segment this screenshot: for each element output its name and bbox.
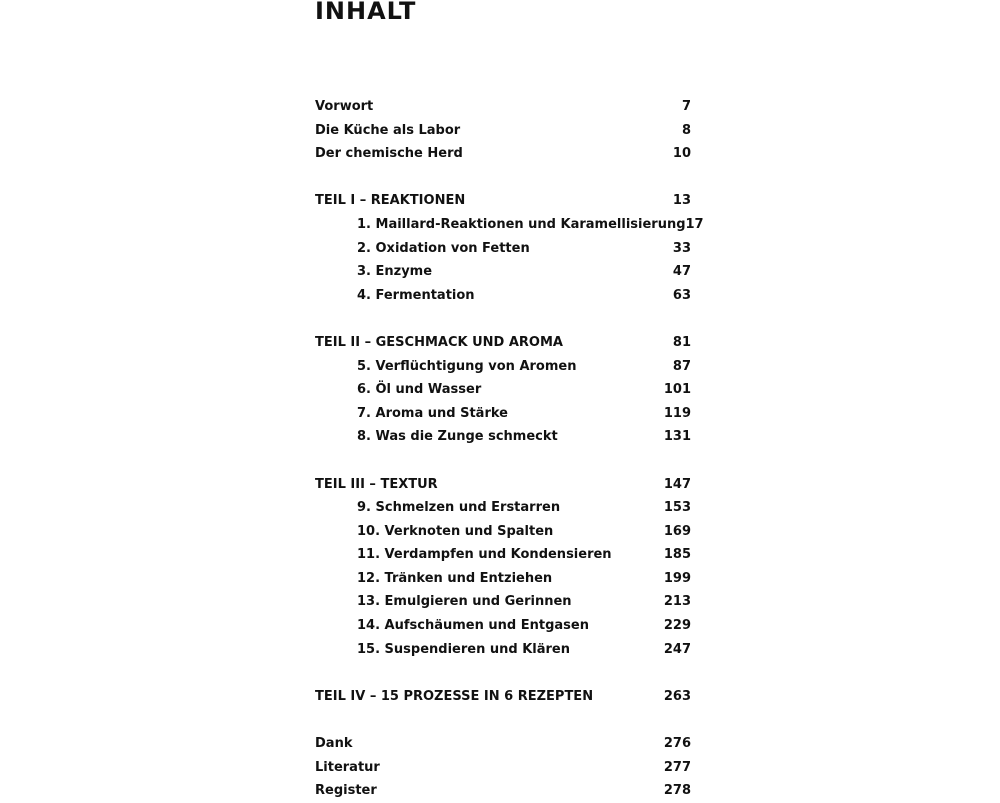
toc-page-number: 47 <box>672 264 691 280</box>
toc-chapter-10[interactable] <box>315 520 691 544</box>
toc-label: TEIL III – TEXTUR <box>315 476 438 492</box>
toc-part-1[interactable] <box>315 189 691 213</box>
toc-page-number: 119 <box>663 405 691 421</box>
toc-chapter-11[interactable] <box>315 543 691 567</box>
toc-entry-register[interactable] <box>315 779 691 803</box>
toc-label: 2. Oxidation von Fetten <box>357 240 530 256</box>
toc-label: 1. Maillard-Reaktionen und Karamellisierung <box>357 216 686 232</box>
toc-page-number: 277 <box>663 759 691 775</box>
toc-label: 14. Aufschäumen und Entgasen <box>357 618 589 634</box>
toc-label: TEIL II – GESCHMACK UND AROMA <box>315 334 563 350</box>
toc-label: 7. Aroma und Stärke <box>357 405 508 421</box>
toc-chapter-4[interactable] <box>315 284 691 308</box>
toc-label: 4. Fermentation <box>357 287 475 303</box>
toc-part-4[interactable] <box>315 685 691 709</box>
toc-page-number: 8 <box>681 122 691 138</box>
toc-label: 8. Was die Zunge schmeckt <box>357 429 558 445</box>
toc-chapter-2[interactable] <box>315 237 691 261</box>
toc-page-number: 17 <box>685 216 704 232</box>
toc-label: TEIL IV – 15 PROZESSE IN 6 REZEPTEN <box>315 688 594 704</box>
toc-label: 9. Schmelzen und Erstarren <box>357 500 561 516</box>
toc-page-number: 7 <box>681 99 691 114</box>
toc-page-number: 247 <box>663 641 691 657</box>
toc-label: 13. Emulgieren und Gerinnen <box>357 594 572 610</box>
toc-chapter-7[interactable] <box>315 402 691 426</box>
toc-label: Register <box>315 783 377 799</box>
toc-label: 10. Verknoten und Spalten <box>357 523 554 539</box>
toc-page-number: 13 <box>672 193 691 209</box>
toc-part-3[interactable] <box>315 473 691 497</box>
table-of-contents <box>315 95 704 803</box>
toc-label: 5. Verflüchtigung von Aromen <box>357 358 577 374</box>
toc-page-number: 229 <box>663 618 691 634</box>
toc-label: Dank <box>315 736 353 752</box>
toc-entry-dank[interactable] <box>315 732 691 756</box>
toc-chapter-9[interactable] <box>315 496 691 520</box>
toc-page-number: 33 <box>672 240 691 256</box>
toc-page-number: 263 <box>663 688 691 704</box>
page-title: INHALT <box>315 0 417 25</box>
toc-part-2[interactable] <box>315 331 691 355</box>
toc-page-number: 87 <box>672 358 691 374</box>
toc-label: 6. Öl und Wasser <box>357 382 482 398</box>
toc-label: Die Küche als Labor <box>315 122 461 138</box>
section-spacer <box>315 307 691 331</box>
toc-page-number: 213 <box>663 594 691 610</box>
toc-page-number: 185 <box>663 547 691 563</box>
toc-entry-herd[interactable] <box>315 142 691 166</box>
toc-label: 12. Tränken und Entziehen <box>357 570 553 586</box>
toc-label: Der chemische Herd <box>315 146 463 162</box>
toc-chapter-6[interactable] <box>315 378 691 402</box>
toc-page-number: 276 <box>663 736 691 752</box>
toc-chapter-3[interactable] <box>315 260 691 284</box>
toc-page-number: 278 <box>663 783 691 799</box>
toc-label: 11. Verdampfen und Kondensieren <box>357 547 612 563</box>
section-spacer <box>315 708 691 732</box>
section-spacer <box>315 449 691 473</box>
toc-chapter-15[interactable] <box>315 638 691 662</box>
toc-chapter-12[interactable] <box>315 567 691 591</box>
toc-label: 3. Enzyme <box>357 264 433 280</box>
toc-label: 15. Suspendieren und Klären <box>357 641 571 657</box>
toc-chapter-14[interactable] <box>315 614 691 638</box>
section-spacer <box>315 661 691 685</box>
toc-label: TEIL I – REAKTIONEN <box>315 193 466 209</box>
toc-chapter-8[interactable] <box>315 425 691 449</box>
toc-entry-vorwort[interactable] <box>315 95 691 119</box>
toc-label: Literatur <box>315 759 380 775</box>
toc-chapter-13[interactable] <box>315 590 691 614</box>
toc-label: Vorwort <box>315 99 374 114</box>
toc-chapter-5[interactable] <box>315 355 691 379</box>
toc-page-number: 199 <box>663 570 691 586</box>
toc-page-number: 81 <box>672 334 691 350</box>
toc-page-number: 153 <box>663 500 691 516</box>
toc-page-number: 10 <box>672 146 691 162</box>
toc-page-number: 147 <box>663 476 691 492</box>
toc-entry-literatur[interactable] <box>315 756 691 780</box>
toc-page-number: 169 <box>663 523 691 539</box>
toc-entry-kueche[interactable] <box>315 119 691 143</box>
toc-chapter-1[interactable] <box>315 213 704 237</box>
toc-page-number: 101 <box>663 382 691 398</box>
section-spacer <box>315 166 691 190</box>
toc-page-number: 131 <box>663 429 691 445</box>
toc-page-number: 63 <box>672 287 691 303</box>
